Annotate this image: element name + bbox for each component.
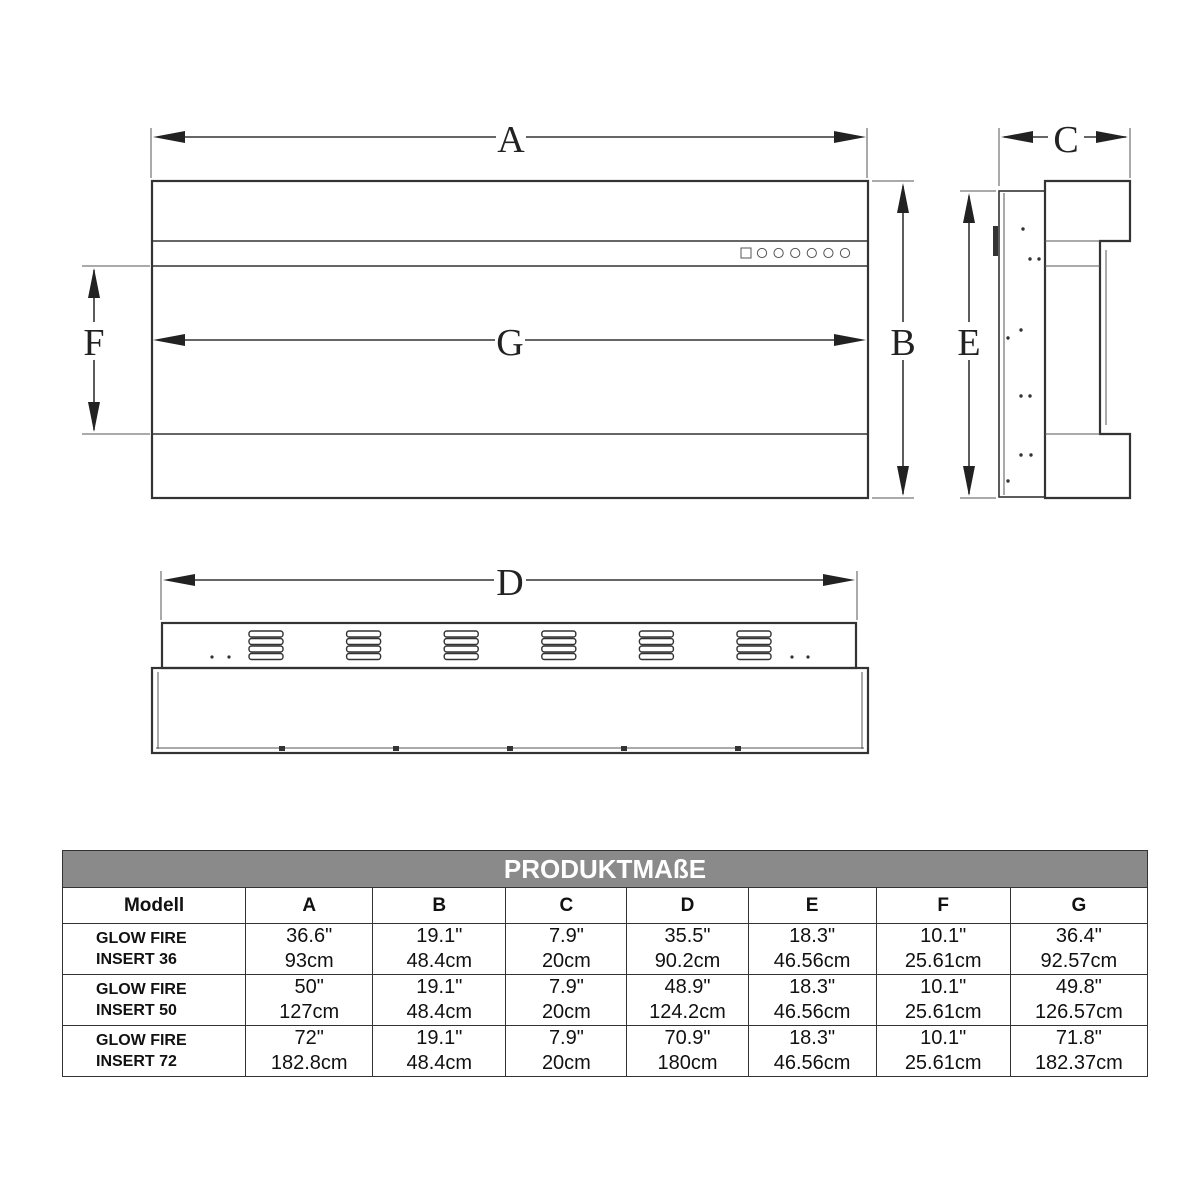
side-screws bbox=[1006, 227, 1040, 482]
top-view bbox=[152, 623, 868, 753]
control-button-icon bbox=[791, 248, 800, 257]
cm-value: 93cm bbox=[284, 950, 334, 972]
dimension-cell bbox=[373, 924, 506, 975]
cm-value: 25.61cm bbox=[904, 1052, 982, 1074]
model-name-line: INSERT 36 bbox=[96, 951, 177, 968]
dimension-b bbox=[872, 181, 916, 498]
table-title: PRODUKTMAßE bbox=[63, 851, 1148, 888]
cm-value: 25.61cm bbox=[904, 1001, 982, 1023]
inch-value: 7.9" bbox=[548, 1027, 584, 1049]
cm-value: 46.56cm bbox=[773, 1052, 851, 1074]
inch-value: 50" bbox=[294, 976, 324, 998]
dimension-cell bbox=[876, 975, 1010, 1026]
dimension-cell bbox=[246, 1026, 373, 1077]
inch-value: 19.1" bbox=[416, 1027, 463, 1049]
label-g: G bbox=[496, 322, 524, 364]
dimension-cell bbox=[373, 1026, 506, 1077]
inch-value: 49.8" bbox=[1055, 976, 1102, 998]
inch-value: 48.9" bbox=[664, 976, 711, 998]
vent-grilles bbox=[249, 631, 771, 660]
cm-value: 182.37cm bbox=[1034, 1052, 1123, 1074]
screw-dot bbox=[1028, 394, 1031, 397]
label-c: C bbox=[1053, 119, 1079, 161]
header-b: B bbox=[373, 888, 506, 924]
dimension-cell bbox=[246, 924, 373, 975]
side-bracket bbox=[993, 226, 998, 256]
dimension-cell bbox=[748, 975, 876, 1026]
header-a: A bbox=[246, 888, 373, 924]
dimension-cell bbox=[748, 924, 876, 975]
table-row bbox=[63, 975, 1148, 1026]
header-c: C bbox=[506, 888, 627, 924]
control-panel bbox=[741, 248, 850, 258]
screw-dot bbox=[1019, 328, 1022, 331]
control-button-icon bbox=[757, 248, 766, 257]
cm-value: 180cm bbox=[657, 1052, 718, 1074]
inch-value: 18.3" bbox=[789, 1027, 836, 1049]
dimension-cell bbox=[373, 975, 506, 1026]
screw-dot bbox=[1019, 453, 1022, 456]
dimension-cell bbox=[506, 975, 627, 1026]
screw-dot bbox=[1006, 336, 1009, 339]
power-button-icon bbox=[741, 248, 751, 258]
dimension-cell bbox=[506, 924, 627, 975]
model-cell bbox=[63, 975, 246, 1026]
label-b: B bbox=[890, 322, 916, 364]
label-d: D bbox=[496, 562, 524, 604]
inch-value: 72" bbox=[294, 1027, 324, 1049]
inch-value: 35.5" bbox=[664, 925, 711, 947]
cm-value: 124.2cm bbox=[649, 1001, 726, 1023]
model-name-line: GLOW FIRE bbox=[96, 1032, 187, 1049]
top-frame bbox=[152, 668, 868, 753]
model-name-line: INSERT 50 bbox=[96, 1002, 177, 1019]
control-button-icon bbox=[774, 248, 783, 257]
model-name-line: GLOW FIRE bbox=[96, 981, 187, 998]
dimension-cell bbox=[876, 924, 1010, 975]
vent-grille bbox=[737, 631, 771, 660]
inch-value: 70.9" bbox=[664, 1027, 711, 1049]
model-name-line: GLOW FIRE bbox=[96, 930, 187, 947]
screw-dot bbox=[1037, 257, 1040, 260]
vent-grille bbox=[347, 631, 381, 660]
dimension-cell bbox=[1010, 924, 1147, 975]
vent-grille bbox=[444, 631, 478, 660]
dimension-cell bbox=[748, 1026, 876, 1077]
control-button-icon bbox=[840, 248, 849, 257]
inch-value: 19.1" bbox=[416, 925, 463, 947]
dimension-cell bbox=[876, 1026, 1010, 1077]
product-dimensions-table bbox=[62, 850, 1148, 1077]
dimension-cell bbox=[627, 1026, 748, 1077]
side-view bbox=[993, 181, 1130, 498]
dimension-e bbox=[957, 191, 996, 498]
dimension-f bbox=[82, 266, 150, 434]
table-row bbox=[63, 924, 1148, 975]
dimension-c bbox=[999, 119, 1130, 186]
cm-value: 182.8cm bbox=[270, 1052, 348, 1074]
screw-dot bbox=[1021, 227, 1024, 230]
dimension-cell bbox=[506, 1026, 627, 1077]
dimension-cell bbox=[1010, 975, 1147, 1026]
inch-value: 36.4" bbox=[1055, 925, 1102, 947]
dimension-d bbox=[161, 562, 857, 620]
cm-value: 127cm bbox=[279, 1001, 340, 1023]
side-body bbox=[999, 191, 1045, 497]
top-screws bbox=[210, 655, 809, 751]
inch-value: 10.1" bbox=[920, 976, 967, 998]
inch-value: 10.1" bbox=[920, 1027, 967, 1049]
control-button-icon bbox=[807, 248, 816, 257]
inch-value: 7.9" bbox=[548, 925, 584, 947]
model-cell bbox=[63, 924, 246, 975]
header-e: E bbox=[748, 888, 876, 924]
vent-grille bbox=[542, 631, 576, 660]
screw-dot bbox=[1019, 394, 1022, 397]
table-row bbox=[63, 1026, 1148, 1077]
dimension-g bbox=[153, 322, 866, 364]
inch-value: 10.1" bbox=[920, 925, 967, 947]
label-a: A bbox=[497, 119, 525, 161]
dimension-cell bbox=[627, 975, 748, 1026]
cm-value: 48.4cm bbox=[406, 950, 473, 972]
screw-dot bbox=[1006, 479, 1009, 482]
cm-value: 48.4cm bbox=[406, 1052, 473, 1074]
label-e: E bbox=[957, 322, 981, 364]
vent-grille bbox=[639, 631, 673, 660]
screw-dot bbox=[1028, 257, 1031, 260]
model-name-line: INSERT 72 bbox=[96, 1053, 177, 1070]
dimension-cell bbox=[246, 975, 373, 1026]
header-f: F bbox=[876, 888, 1010, 924]
cm-value: 92.57cm bbox=[1040, 950, 1118, 972]
cm-value: 48.4cm bbox=[406, 1001, 473, 1023]
table-body bbox=[63, 924, 1148, 1077]
header-g: G bbox=[1010, 888, 1147, 924]
vent-grille bbox=[249, 631, 283, 660]
cm-value: 20cm bbox=[541, 950, 591, 972]
cm-value: 126.57cm bbox=[1034, 1001, 1123, 1023]
cm-value: 20cm bbox=[541, 1052, 591, 1074]
header-model: Modell bbox=[63, 888, 246, 924]
table-header-row bbox=[63, 888, 1148, 924]
model-cell bbox=[63, 1026, 246, 1077]
dimension-cell bbox=[1010, 1026, 1147, 1077]
inch-value: 71.8" bbox=[1055, 1027, 1102, 1049]
cm-value: 20cm bbox=[541, 1001, 591, 1023]
cm-value: 90.2cm bbox=[654, 950, 721, 972]
header-d: D bbox=[627, 888, 748, 924]
inch-value: 18.3" bbox=[789, 976, 836, 998]
inch-value: 7.9" bbox=[548, 976, 584, 998]
screw-dot bbox=[1029, 453, 1032, 456]
inch-value: 18.3" bbox=[789, 925, 836, 947]
inch-value: 36.6" bbox=[286, 925, 333, 947]
dimension-a bbox=[151, 119, 867, 178]
cm-value: 46.56cm bbox=[773, 950, 851, 972]
cm-value: 46.56cm bbox=[773, 1001, 851, 1023]
label-f: F bbox=[83, 322, 105, 364]
inch-value: 19.1" bbox=[416, 976, 463, 998]
side-frame bbox=[1045, 181, 1130, 498]
cm-value: 25.61cm bbox=[904, 950, 982, 972]
control-button-icon bbox=[824, 248, 833, 257]
dimension-cell bbox=[627, 924, 748, 975]
